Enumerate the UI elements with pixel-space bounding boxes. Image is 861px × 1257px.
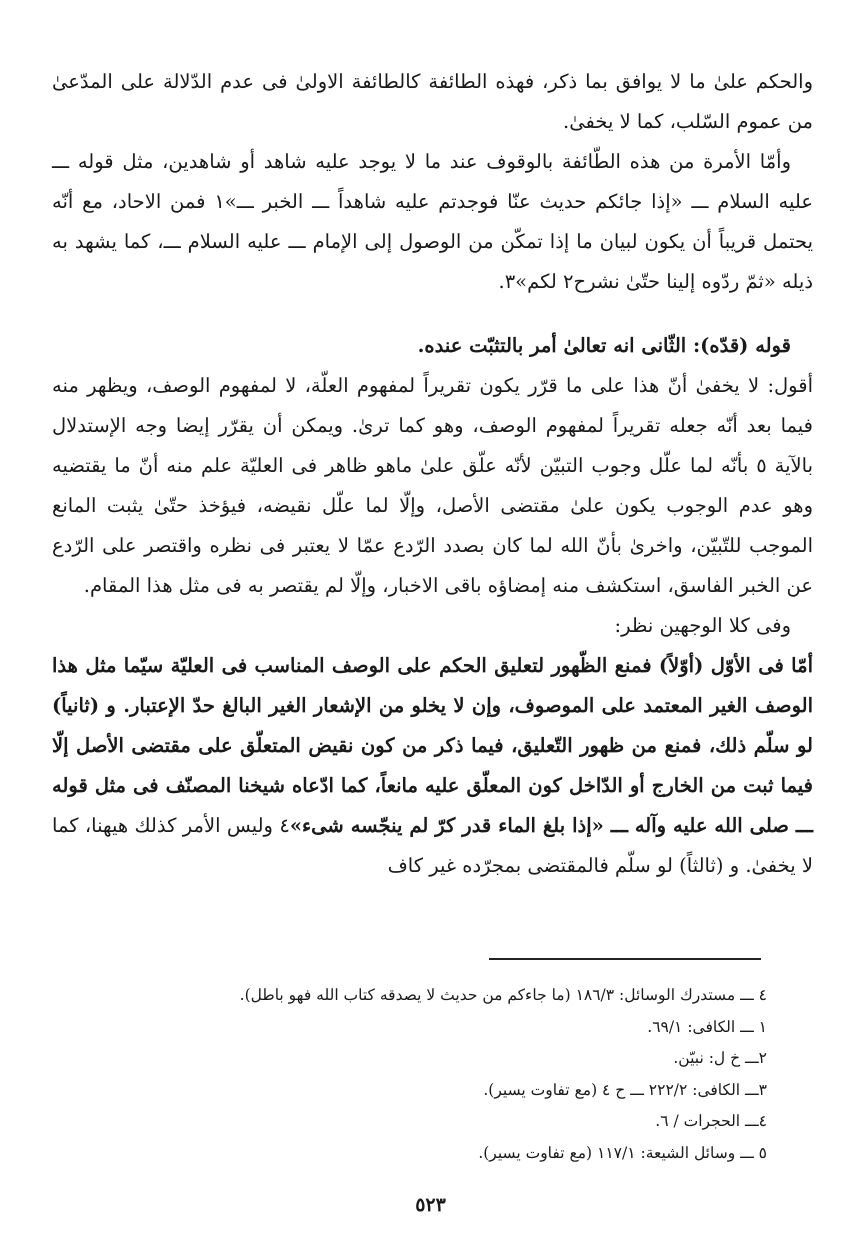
paragraph-first-objection-rest: ٤ وليس الأمر كذلك هيهنا، كما لا يخفىٰ. و (ثالثاً) لو سلّم فالمقتضى بمجرّده غير كاف [52,814,813,877]
paragraph-objection-intro: وفى كلا الوجهين نظر: [614,614,791,637]
paragraph-first-objection-bold: أمّا فى الأوّل (أوّلاً) فمنع الظّهور لتعليق الحكم على الوصف المناسب فى العليّة سيّما مثل هذا الوصف الغير المعتمد على الموصوف، وإن لا يخلو من الإشعار الغير البالغ حدّ الإعتبار. و (ثانياً) لو سلّم ذلك، فمنع من ظهور التّعليق، فيما ذكر من كون نقيض المتعلّق على مقتضى الأصل إلّا فيما ثبت من الخارج أو الدّاخل كون المعلّق عليه مانعاً، كما ادّعاه شيخنا المصنّف فى مثل قوله ـــ صلى الله عليه وآله ـــ «إذا بلغ الماء قدر كرّ لم ينجّسه شىء» [52,654,814,837]
footnote-item: ٤ـــ الحجرات / ٦. [655,1112,767,1130]
paragraph-first-objection [52,646,813,886]
footnote-item: ١ ـــ الكافى: ٦٩/١. [647,1017,767,1036]
footnote-item: ٣ـــ الكافى: ٢٢٢/٢ ـــ ح ٤ (مع تفاوت يسير). [483,1080,767,1099]
footnote-item: ٢ـــ خ ل: نبيّن. [673,1049,767,1067]
commentary-heading: قوله (قدّه): الثّانى انه تعالىٰ أمر بالتثبّت عنده. [417,334,791,357]
footnote-divider [489,958,761,960]
footnote-item: ٥ ـــ وسائل الشيعة: ١١٧/١ (مع تفاوت يسير). [478,1143,767,1162]
paragraph-1: والحكم علىٰ ما لا يوافق بما ذكر، فهذه الطائفة كالطائفة الاولىٰ فى عدم الدّلالة على المدّعىٰ من عموم السّلب، كما لا يخفىٰ. [52,70,813,133]
footnotes-list [60,980,767,1169]
page-number: ٥٢٣ [415,1194,446,1216]
paragraph-2: وأمّا الأمرة من هذه الطّائفة بالوقوف عند ما لا يوجد عليه شاهد أو شاهدين، مثل قوله ـــ عليه السلام ـــ «إذا جائكم حديث عنّا فوجدتم عليه شاهداً ـــ الخبر ـــ»١ فمن الاحاد، مع أنّه يحتمل قريباً أن يكون لبيان ما إذا تمكّن من الوصول إلى الإمام ـــ عليه السلام ـــ، كما يشهد به ذيله «ثمّ ردّوه إلينا حتّىٰ نشرح٢ لكم»٣. [52,150,813,293]
paragraph-aqul: أقول: لا يخفىٰ أنّ هذا على ما قرّر يكون تقريراً لمفهوم العلّة، لا لمفهوم الوصف، ويظهر منه فيما بعد أنّه جعله تقريراً لمفهوم الوصف، وهو كما ترىٰ. ويمكن أن يقرّر إيضا وجه الإستدلال بالآية ٥ بأنّه لما علّل وجوب التبيّن لأنّه علّق علىٰ ماهو ظاهر فى العليّة علم منه أنّ ما يقتضيه وهو عدم الوجوب يكون علىٰ مقتضى الأصل، وإلّا لما علّل نقيضه، فيؤخذ حتّىٰ يثبت المانع الموجب للتّبيّن، واخرىٰ بأنّ الله لما كان بصدد الرّدع عمّا لا يعتبر فى نظره واقتصر على الرّدع عن الخبر الفاسق، استكشف منه إمضاؤه باقى الاخبار، وإلّا لم يقتصر به فى مثل هذا المقام. [52,374,813,597]
footnote-item: ٤ ـــ مستدرك الوسائل: ١٨٦/٣ (ما جاءكم من حديث لا يصدقه كتاب الله فهو باطل). [239,986,767,1004]
